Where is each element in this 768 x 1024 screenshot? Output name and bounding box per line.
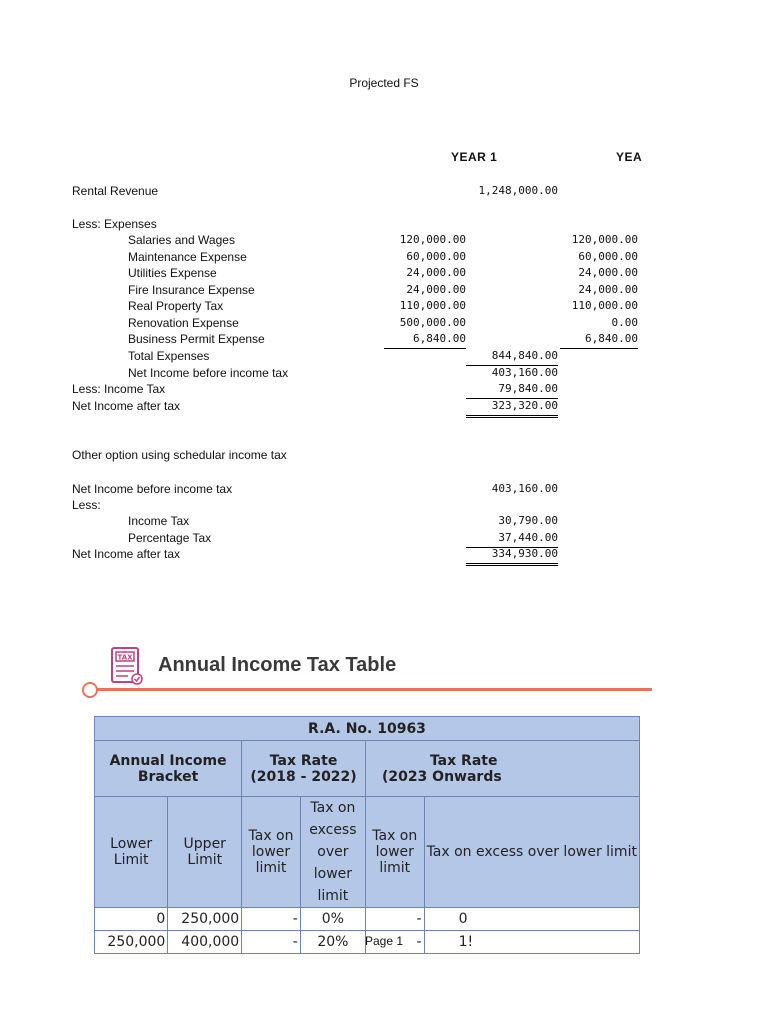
total-expenses-label: Total Expenses [128,349,210,363]
expense-year2: 110,000.00 [571,299,638,312]
tax-icon-text: TAX [117,653,133,662]
tax-cell-upper: 400,000 [168,931,242,954]
rate2-header: Tax Rate (2023 Onwards [365,741,639,797]
expense-year2: 0.00 [611,315,638,329]
niat-value: 323,320.00 [466,398,558,418]
tax-on-excess-header-1: Tax on excess over lower limit [300,797,365,908]
tax-cell-upper: 250,000 [168,908,242,931]
income-tax-label: Less: Income Tax [72,382,166,396]
expense-label: Salaries and Wages [128,233,235,247]
expense-label: Business Permit Expense [128,332,265,346]
tax-table-row [95,908,640,931]
tax-cell-lower: 0 [95,908,168,931]
column-header-year1: YEAR 1 [451,150,498,164]
tax-on-lower-header-2: Tax on lower limit [365,797,424,908]
tax-cell-r2: 1! [424,931,639,954]
tax-cell-t2: - [365,908,424,931]
expense-year1: 120,000.00 [399,233,466,246]
schedular-income-tax-value: 30,790.00 [498,514,558,527]
schedular-header: Other option using schedular income tax [72,448,287,462]
expense-year2: 6,840.00 [560,331,638,349]
page-number: Page 1 [364,934,404,948]
income-tax-value: 79,840.00 [466,381,558,399]
schedular-pct-tax-label: Percentage Tax [128,531,212,545]
schedular-income-tax-label: Income Tax [128,514,190,528]
rate1-header: Tax Rate (2018 - 2022) [242,741,366,797]
lower-limit-header: Lower Limit [95,797,168,908]
law-header: R.A. No. 10963 [95,717,640,741]
upper-limit-header: Upper Limit [168,797,242,908]
expense-year2: 60,000.00 [578,249,638,263]
schedular-niat-value: 334,930.00 [466,546,558,566]
niat-label: Net Income after tax [72,399,181,413]
expense-label: Utilities Expense [128,266,217,280]
tax-table-heading: Annual Income Tax Table [158,654,397,676]
expense-label: Fire Insurance Expense [128,282,255,297]
expense-year1: 500,000.00 [399,315,466,329]
tax-cell-r1: 20% [300,931,365,954]
revenue-label: Rental Revenue [72,184,159,198]
expense-year1: 24,000.00 [406,266,466,279]
revenue-year1: 1,248,000.00 [478,184,558,197]
tax-cell-r2: 0 [424,908,639,931]
tax-cell-r1: 0% [300,908,365,931]
expense-label: Maintenance Expense [128,249,247,264]
income-tax-table [94,716,640,954]
heading-rule [92,688,652,691]
bracket-header: Annual Income Bracket [95,741,242,797]
expense-label: Real Property Tax [128,299,224,313]
expense-year2: 120,000.00 [571,233,638,246]
tax-document-icon [110,646,146,693]
tax-cell-lower: 250,000 [95,931,168,954]
page-title: Projected FS [349,76,419,90]
expense-year1: 24,000.00 [406,282,466,296]
nibt-value: 403,160.00 [491,366,558,379]
tax-cell-t1: - [242,908,301,931]
total-expenses-value: 844,840.00 [466,348,558,366]
tax-cell-t1: - [242,931,301,954]
expense-year2: 24,000.00 [578,266,638,279]
heading-rule-circle [82,682,98,698]
tax-on-excess-header-2: Tax on excess over lower limit [424,797,639,908]
schedular-nibt-label: Net Income before income tax [72,482,233,496]
expense-label: Renovation Expense [128,315,239,330]
schedular-pct-tax-value: 37,440.00 [466,530,558,548]
expense-year1: 110,000.00 [399,299,466,312]
tax-on-lower-header-1: Tax on lower limit [242,797,301,908]
schedular-niat-label: Net Income after tax [72,547,181,561]
column-header-year2: YEA [616,150,643,164]
tax-cell-t2: - [365,931,424,954]
nibt-label: Net Income before income tax [128,366,289,380]
expenses-header: Less: Expenses [72,217,157,231]
expense-year1: 6,840.00 [384,331,466,349]
expense-year2: 24,000.00 [578,282,638,296]
schedular-less-label: Less: [72,498,101,512]
schedular-nibt-value: 403,160.00 [491,482,558,495]
expense-year1: 60,000.00 [406,249,466,263]
